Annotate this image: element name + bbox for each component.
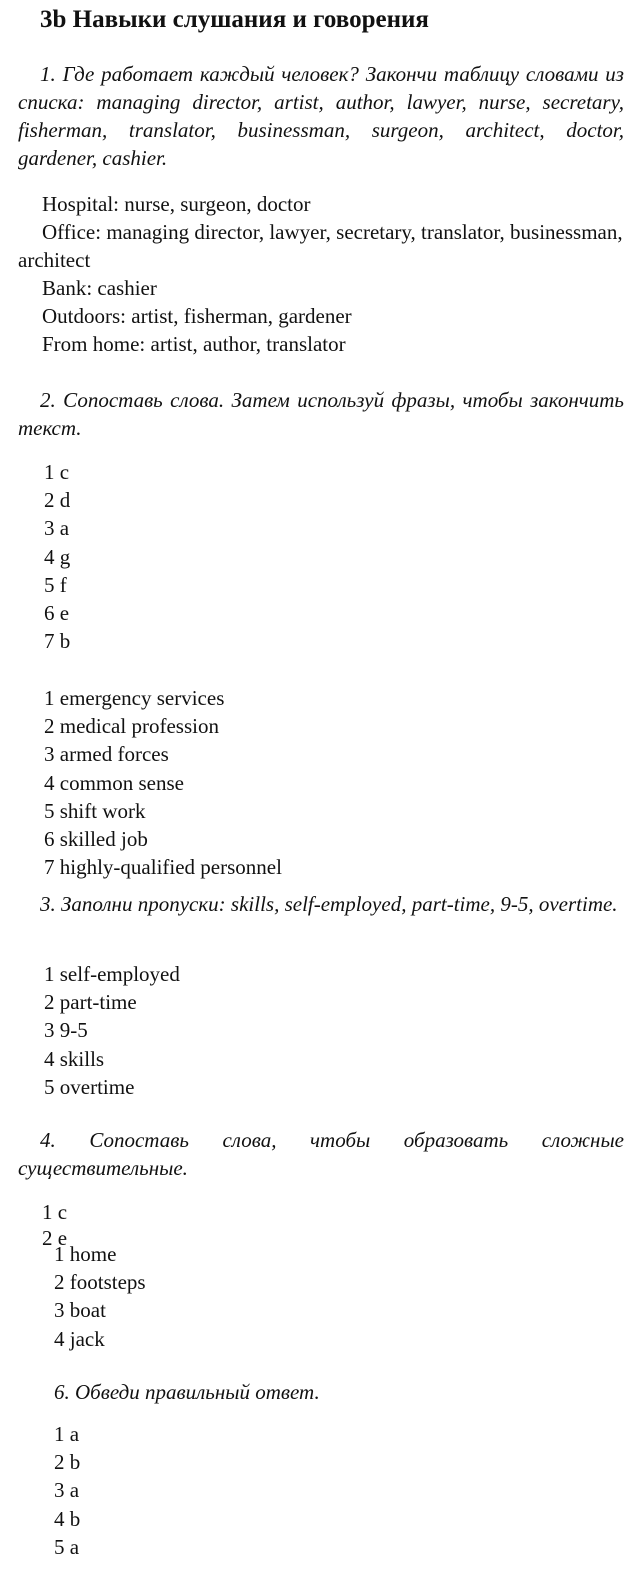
page-title: 3b Навыки слушания и говорения: [40, 6, 429, 33]
list-item: 3 a: [54, 1478, 80, 1503]
list-item: 1 self-employed: [44, 962, 180, 986]
list-item: 4 jack: [54, 1326, 105, 1351]
list-item: 1 c: [44, 460, 70, 484]
ex2-match-list: [44, 458, 70, 655]
list-item: 3 boat: [54, 1298, 106, 1323]
list-item: 4 g: [44, 544, 71, 569]
ex2-phrase-list: [44, 684, 282, 881]
exercise-6-instruction: 6. Обведи правильный ответ.: [54, 1380, 320, 1404]
list-item: 5 shift work: [44, 798, 146, 823]
list-item: 1 a: [54, 1422, 80, 1446]
exercise-3-instruction: 3. Заполни пропуски: skills, self-employed, part-time, 9-5, overtime.: [40, 892, 618, 916]
list-item: 2 part-time: [44, 990, 137, 1015]
list-item: 1 emergency services: [44, 686, 225, 710]
list-item: 3 a: [44, 516, 70, 541]
ex1-answer-hospital: Hospital: nurse, surgeon, doctor: [42, 192, 311, 216]
list-item: 4 common sense: [44, 770, 184, 795]
ex3-answer-list: [44, 960, 180, 1101]
ex1-answer-office: Office: managing director, lawyer, secretary, translator, businessman, architect: [18, 220, 623, 272]
ex4-match-1: 1 c: [42, 1200, 68, 1224]
exercise-2-instruction: 2. Сопоставь слова. Затем используй фразы, чтобы закончить текст.: [18, 388, 624, 440]
ex6-answer-list: [54, 1420, 80, 1561]
list-item: 3 9-5: [44, 1018, 88, 1043]
ex4-match-2: 2 e: [42, 1226, 68, 1250]
list-item: 4 b: [54, 1506, 81, 1531]
list-item: 6 e: [44, 601, 70, 626]
exercise-1-instruction: 1. Где работает каждый человек? Закончи таблицу словами из списка: managing director, artist, author, lawyer, nurse, secretary, fisherman, translator, businessman, surgeon, architect, doctor, gardener, cashier.: [18, 62, 624, 170]
list-item: 5 overtime: [44, 1074, 135, 1099]
list-item: 2 medical profession: [44, 714, 219, 739]
list-item: 6 skilled job: [44, 827, 148, 852]
list-item: 7 b: [44, 629, 71, 654]
ex1-answer-from-home: From home: artist, author, translator: [42, 332, 346, 356]
list-item: 4 skills: [44, 1046, 105, 1071]
list-item: 2 b: [54, 1450, 81, 1475]
exercise-4-instruction: 4. Сопоставь слова, чтобы образовать сложные существительные.: [18, 1128, 624, 1180]
ex1-answer-outdoors: Outdoors: artist, fisherman, gardener: [42, 304, 352, 328]
list-item: 3 armed forces: [44, 742, 169, 767]
list-item: 1 home: [54, 1242, 117, 1266]
ex4-word-list: [54, 1240, 146, 1353]
list-item: 5 a: [54, 1534, 80, 1559]
list-item: 2 footsteps: [54, 1270, 146, 1295]
list-item: 5 f: [44, 572, 67, 597]
list-item: 7 highly-qualified personnel: [44, 855, 282, 880]
list-item: 2 d: [44, 488, 71, 513]
ex1-answer-bank: Bank: cashier: [42, 276, 157, 300]
